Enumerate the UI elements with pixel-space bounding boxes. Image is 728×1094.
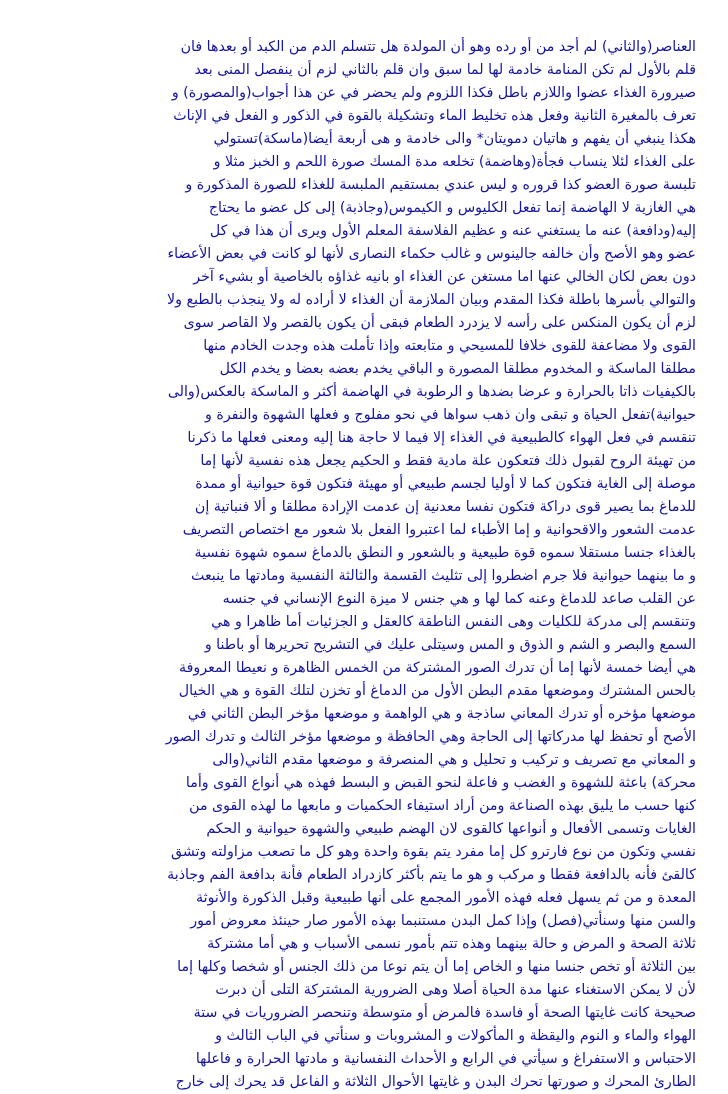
text-line: لأن لا يمكن الاستغناء عنها مدة الحياة أصلا وهى الضرورية المشتركة التلى أن دبرت <box>215 982 696 998</box>
text-line: إليه(ودافعة) عنه ما يستغني عنه و عظيم الفلاسفة المعلم الأول ويرى أن هذا في كل <box>209 223 696 239</box>
text-line: الأصح أو تحفظ لها مدركاتها إلى الحاجة وهي الحافظة و موضعها مؤخر الثالث و تدرك الصور <box>165 729 696 745</box>
text-line: المعدة و من ثم يسهل فعله فهذه الأمور المجمع على أنها طبيعية وقبل الذكورة والأنوثة <box>196 890 696 906</box>
text-line: تنقسم في فعل الهواء كالطبيعية في الغذاء إلا فيما لا حاجة هنا إليه ومعنى فعلها ما ذكرنا <box>187 430 696 446</box>
text-line: موصلة إلى الغاية فتكون كما لا أوليا لجسم طبيعي أو مهيئة فتكون قوة حيوانية أو ممدة <box>195 476 696 492</box>
text-line: تعرف بالمغيرة الثانية وفعل هذه تخليط الماء وتشكيلة بالقوة في الذكور و الفعل في الإناث <box>173 108 696 124</box>
text-line: وتنقسم إلى مدركة للكليات وهى النفس الناطقة كالعقل و الجزئيات أما ظاهرا و هي <box>211 614 696 630</box>
text-line: عضو وهو الأصح وأن خالفه جالينوس و غالب حكماء النصارى لأنها لو كانت في بعض الأعضاء <box>167 246 696 262</box>
text-line: على الغذاء لئلا ينساب فجأة(وهاضمة) تخلعه مدة المسك صورة اللحم و الخبز مثلا و <box>213 154 696 170</box>
text-line: كنها حسب ما يليق بهذه الصناعة ومن أراد استيفاء الحكميات و مابعها ما لهذه القوى من <box>189 798 696 814</box>
text-line: الهواء والماء و النوم واليقظة و المأكولات و المشروبات و سنأتي في الباب الثالث و <box>215 1028 696 1044</box>
text-line: حيوانية)تفعل الحياة و تبقى وان ذهب سواها في نحو مفلوج و فعلها الشهوة والنفرة و <box>205 407 696 423</box>
text-line: هكذا ينبغي أن يفهم و هاتيان دمويتان* والى خادمة و هى أربعة أيضا(ماسكة)تستولي <box>213 131 696 147</box>
text-line: والسن منها وسنأتي(فصل) وإذا كمل البدن مستنبما بهذه الأمور صار حينئذ معروض أمور <box>190 913 696 929</box>
text-line: نفسي وتكون من نوع فارترو كل إما مفرد يتم بقوة واحدة وهو كل ما تصعب مزاولته وتشق <box>171 844 696 860</box>
arabic-text-block <box>62 36 696 1094</box>
text-line: بالغذاء جنسا مستقلا سموه قوة طبيعية و بالشعور و النطق بالدماغ سموه شهوة نفسية <box>194 545 696 561</box>
text-line: قلم بالأول لم تكن المنامة خادمة لها لما سبق وان قلم بالثاني لزم أن ينفصل المنى بعد <box>194 62 696 78</box>
text-line: الغايات وتسمى الأفعال و أنواعها كالقوى لان الهضم طبيعي والشهوة حيوانية و الحكم <box>206 821 696 837</box>
text-line: و المعاني مع تصريف و تركيب و تحليل و هي المنصرفة و موضعها مقدم الثاني(والى <box>212 752 696 768</box>
text-line: كالقئ فأنه بالدافعة فقطا و مركب و هو ما يتم بأكثر كازدراد الطعام فأنة بدافعة الفم وجاذبة <box>167 867 696 883</box>
text-line: هي أيضا خمسة لأنها إما أن تدرك الصور المشتركة من الخمس الظاهرة و نعيطا المعروفة <box>179 660 696 676</box>
text-line: و ما بينهما حيوانية فلا جرم اضطروا إلى تثليث القسمة والثالثة النفسية ومادتها ما ينبعث <box>191 568 696 584</box>
text-line: العناصر(والثاني) لم أجد من أو رده وهو أن المولدة هل تتسلم الدم من الكبد أو بعدها فان <box>180 39 696 55</box>
text-line: من تهيئة الروح لقبول ذلك فتعكون علة مادية فقط و الحكيم يجعل هذه نفسية لأنها إما <box>200 453 696 469</box>
text-line: الطارئ المحرك و صورتها تحرك البدن و غايتها الأحوال الثلاثة و الفاعل قد يحرك إلى خارج <box>175 1074 696 1090</box>
text-line: عن القلب صاعد للدماغ وعنه كما لها و هي جنس لا ميزة النوع الإنساني في جنسه <box>222 591 696 607</box>
text-line: دون بعض لكان الخالي عنها اما مستغن عن الغذاء او بانيه غذاؤه بالخاصية أو بشيء آخر <box>193 269 696 285</box>
text-line: مطلقا الماسكة و المخدوم مطلقا المصورة و الباقي يخدم بعضه بعضا و يخدم الكل <box>219 361 696 377</box>
text-line: لزم أن يكون المنكس على رأسه لا يزدرد الطعام فبقى أن يكون بالقصر ولا القاصر سوى <box>183 315 696 331</box>
text-line: ثلاثة الصحة و المرض و حالة بينهما وهذه تتم بأمور نسمى الأسباب و هي أما مشتركة <box>207 936 696 952</box>
text-line: للدماغ بما يصير قوى دراكة فتكون نفسا معدنية إن عدمت الإرادة مطلقا و ألا فنباتية إن <box>194 499 696 515</box>
text-line: بالكيفيات ذاتا بالحرارة و عرضا بضدها و الرطوبة في الهاضمة أكثر و الماسكة بالعكس(والى <box>167 384 696 400</box>
text-line: الاحتباس و الاستفراغ و سيأتي في الرابع و الأحداث النفسانية و مادتها الحرارة و فاعلها <box>195 1051 696 1067</box>
text-line: بين الثلاثة أو تخص جنسا منها و الخاص إما أن يتم نوعا من ذلك الجنس أو شخصا وكلها إما <box>177 959 696 975</box>
text-line: صحيحة كانت غايتها الصحة أو فاسدة فالمرض أو متوسطة وتنحصر الضروريات في ستة <box>193 1005 696 1021</box>
text-line: عدمت الشعور والاقحوانية و إما الأطباء لما اعتبروا الفعل بلا شعور مع اختصاص التصريف <box>182 522 696 538</box>
text-line: موضعها مؤخره أو تدرك المعاني ساذجة و هي الواهمة و موضعها مؤخر البطن الثاني في <box>187 706 696 722</box>
text-line: القوى ولا مضاعفة للقوى خلافا للمسيحي و متابعته وإذا تأملت هذه وجدت الخادم منها <box>203 338 696 354</box>
text-line: السمع والبصر و الشم و الذوق و المس وسيتلى عليك في التشريح تحريرها أو باطنا و <box>204 637 696 653</box>
text-line: هي الغازية لا الهاضمة إنما تفعل الكليوس و الكيموس(وجاذبة) إلى كل عضو ما يحتاج <box>208 200 696 216</box>
text-line: صيرورة الغذاء عضوا واللازم باطل فكذا اللزوم ولم يحضر في عن هذا أجواب(والمصورة) و <box>171 85 696 101</box>
text-line: تلبسة صورة العضو كذا قروره و ليس عندي بمستقيم الملبسة للغذاء للصورة المذكورة و <box>185 177 696 193</box>
text-line: والتوالي بأسرها باطلة فكذا المقدم وبيان الملازمة أن الغذاء لا أراده له ولا ينجذب بالطبع ولا <box>167 292 696 308</box>
text-line: بالحس المشترك وموضعها مقدم البطن الأول من الدماغ أو تخزن لتلك القوة و هي الخيال <box>178 683 696 699</box>
text-line: محركة) باعثة للشهوة و الغضب و فاعلة لنحو القبض و البسط فهذه هي أنواع القوى وأما <box>185 775 696 791</box>
